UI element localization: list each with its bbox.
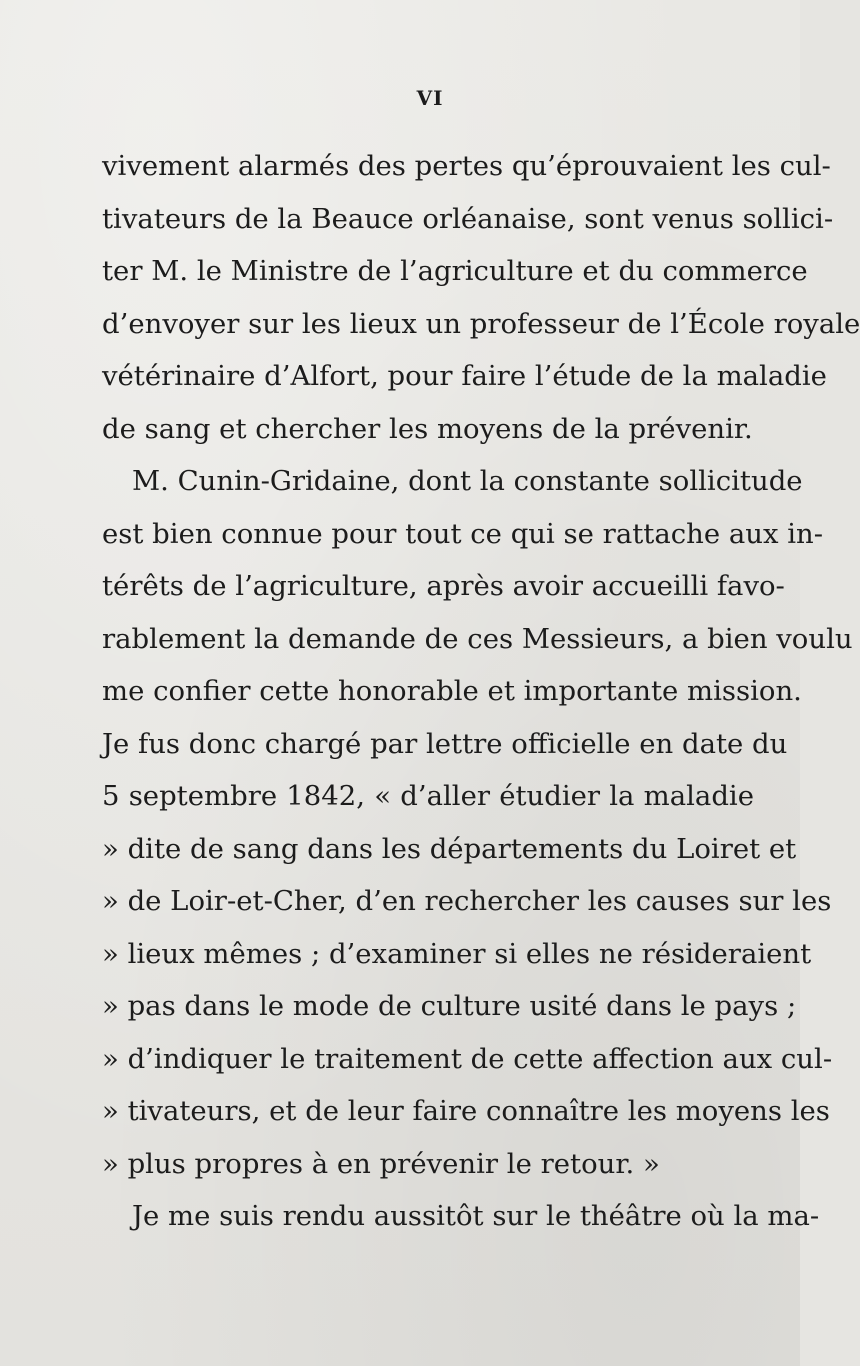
text-line: » pas dans le mode de culture usité dans le pays ; [102, 990, 797, 1022]
text-line: » tivateurs, et de leur faire connaître les moyens les [102, 1095, 830, 1127]
text-line: Je fus donc chargé par lettre officielle en date du [102, 727, 788, 760]
page-number: VI [416, 86, 444, 110]
paragraph-start-line: M. Cunin-Gridaine, dont la constante sollicitude [132, 465, 803, 497]
text-line: » dite de sang dans les départements du Loiret et [102, 832, 797, 865]
text-line: est bien connue pour tout ce qui se rattache aux in- [102, 517, 824, 550]
text-line: d’envoyer sur les lieux un professeur de l’École royale [102, 307, 860, 340]
text-line: me confier cette honorable et importante mission. [102, 675, 802, 707]
text-line: vivement alarmés des pertes qu’éprouvaient les cul- [102, 150, 831, 182]
text-line: de sang et chercher les moyens de la prévenir. [102, 412, 753, 445]
text-line: » lieux mêmes ; d’examiner si elles ne résideraient [102, 937, 812, 970]
paragraph-start-line: Je me suis rendu aussitôt sur le théâtre où la ma- [132, 1200, 820, 1232]
text-line: ter M. le Ministre de l’agriculture et du commerce [102, 255, 808, 287]
text-line: tivateurs de la Beauce orléanaise, sont venus sollici- [102, 202, 834, 235]
text-line: » de Loir-et-Cher, d’en rechercher les causes sur les [102, 885, 832, 917]
text-line: 5 septembre 1842, « d’aller étudier la maladie [102, 780, 754, 812]
text-line: » d’indiquer le traitement de cette affection aux cul- [102, 1042, 833, 1075]
body-text [102, 140, 860, 1243]
text-line: rablement la demande de ces Messieurs, a bien voulu [102, 622, 853, 655]
text-line: vétérinaire d’Alfort, pour faire l’étude de la maladie [102, 360, 827, 392]
text-line: » plus propres à en prévenir le retour. » [102, 1147, 660, 1180]
text-line: térêts de l’agriculture, après avoir accueilli favo- [102, 570, 785, 602]
